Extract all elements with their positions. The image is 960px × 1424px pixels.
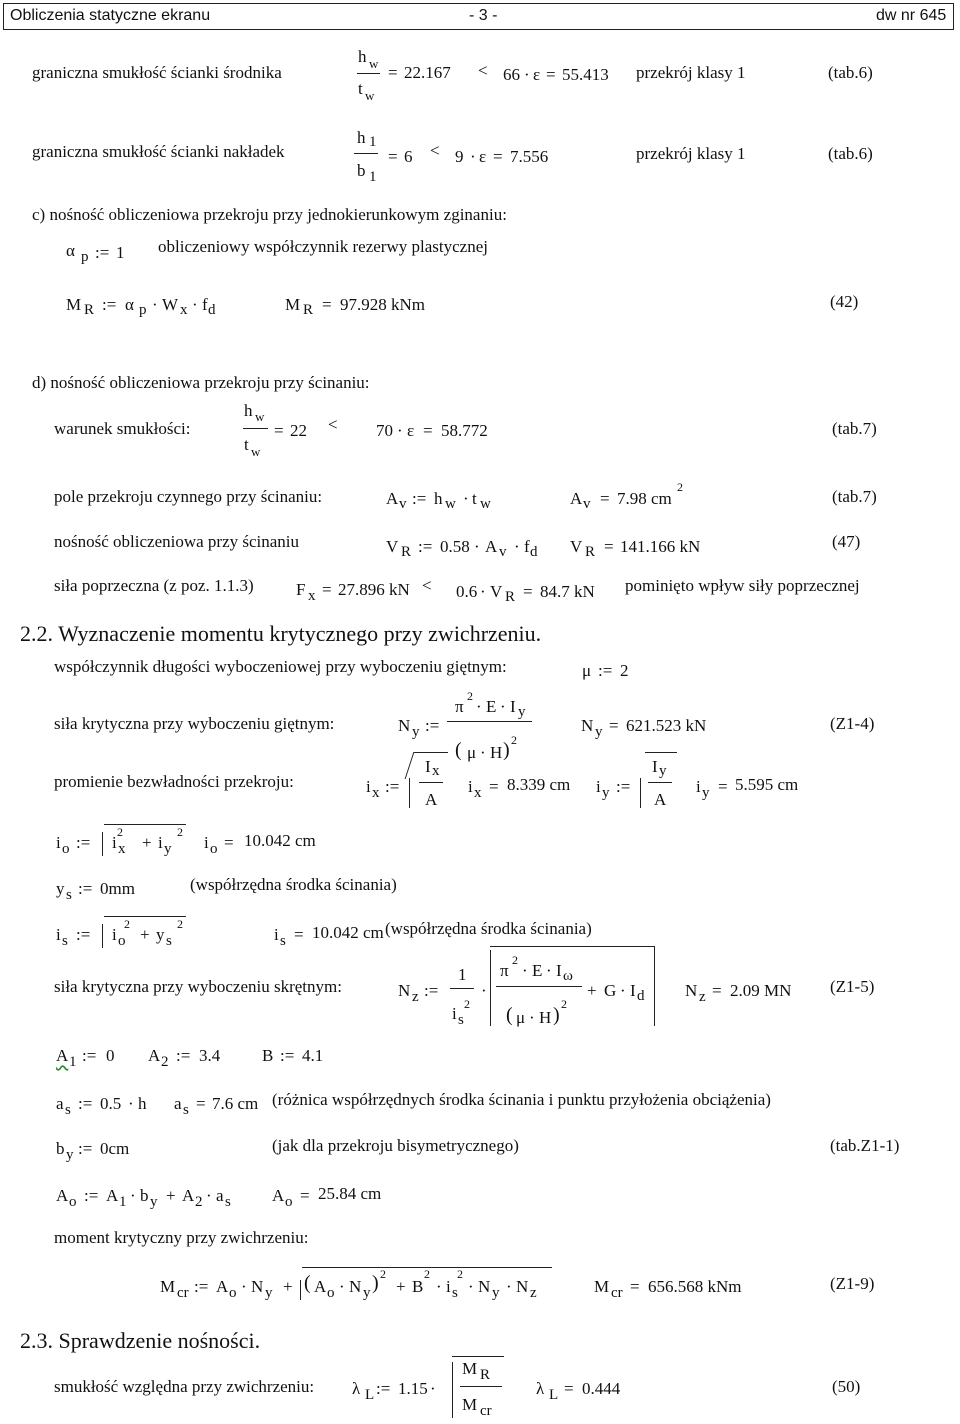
lambda-label: smukłość względna przy zwichrzeniu: <box>54 1377 315 1396</box>
mu-value: 2 <box>620 661 629 680</box>
fraction-bar <box>460 1386 502 1387</box>
sqrt-left <box>640 778 641 808</box>
Av-result: 7.98 cm <box>617 489 672 508</box>
header-title: Obliczenia statyczne ekranu <box>10 7 211 24</box>
shear-label: nośność obliczeniowa przy ścinaniu <box>54 532 300 551</box>
row-label: graniczna smukłość ścianki nakładek <box>32 142 285 161</box>
sqrt-top <box>645 752 677 753</box>
equation-reference: (50) <box>832 1377 861 1396</box>
ys-note: (współrzędna środka ścinania) <box>190 875 397 894</box>
table-reference: (tab.Z1-1) <box>830 1136 900 1155</box>
class-result: przekrój klasy 1 <box>636 63 746 82</box>
is-result: 10.042 cm <box>312 923 384 942</box>
by-note: (jak dla przekroju bisymetrycznego) <box>272 1136 519 1155</box>
sqrt-left <box>300 1280 301 1300</box>
Mcr-result: 656.568 kNm <box>648 1277 742 1296</box>
limit-value: 7.556 <box>510 147 549 166</box>
section-heading: d) nośność obliczeniowa przekroju przy ścinaniu: <box>32 373 370 392</box>
lambda-result: 0.444 <box>582 1379 621 1398</box>
is-note: (współrzędna środka ścinania) <box>385 919 592 938</box>
equation-reference: (Z1-9) <box>830 1274 875 1293</box>
fraction-bar <box>648 782 672 783</box>
fraction-bar <box>354 153 378 154</box>
Ny-result: 621.523 kN <box>626 716 707 735</box>
Nz-label: siła krytyczna przy wyboczeniu skrętnym: <box>54 977 342 996</box>
Fx-limit: 84.7 kN <box>540 582 595 601</box>
value: 22 <box>290 421 307 440</box>
class-result: przekrój klasy 1 <box>636 144 746 163</box>
section-heading: c) nośność obliczeniowa przekroju przy jednokierunkowym zginaniu: <box>32 205 507 224</box>
equation-reference: (Z1-4) <box>830 714 875 733</box>
section-heading: 2.2. Wyznaczenie momentu krytycznego przy zwichrzeniu. <box>20 621 542 646</box>
area-label: pole przekroju czynnego przy ścinaniu: <box>54 487 323 506</box>
iy-result: 5.595 cm <box>735 775 799 794</box>
force-note: pominięto wpływ siły poprzecznej <box>625 576 860 595</box>
document-number: dw nr 645 <box>876 7 947 24</box>
Fx-result: 27.896 kN <box>338 580 410 599</box>
page-header <box>3 3 954 30</box>
value: 6 <box>404 147 413 166</box>
page-number: - 3 - <box>469 7 498 24</box>
equation-reference: (42) <box>830 292 859 311</box>
section-heading: 2.3. Sprawdzenie nośności. <box>20 1328 261 1353</box>
radius-label: promienie bezwładności przekroju: <box>54 772 294 791</box>
Ny-label: siła krytyczna przy wyboczeniu giętnym: <box>54 714 335 733</box>
Mcr-label: moment krytyczny przy zwichrzeniu: <box>54 1228 309 1247</box>
limit-value: 58.772 <box>441 421 488 440</box>
as-note: (różnica współrzędnych środka ścinania i punktu przyłożenia obciążenia) <box>272 1090 771 1109</box>
sqrt-top <box>104 916 186 917</box>
Nz-result: 2.09 MN <box>730 981 792 1000</box>
value: 22.167 <box>404 63 451 82</box>
row-label: graniczna smukłość ścianki środnika <box>32 63 282 82</box>
B-value: 4.1 <box>302 1046 324 1065</box>
A1-symbol: A <box>56 1046 69 1065</box>
fraction-bar <box>447 721 532 722</box>
table-reference: (tab.7) <box>832 487 877 506</box>
sqrt-top <box>452 1356 504 1357</box>
force-label: siła poprzeczna (z poz. 1.1.3) <box>54 576 254 595</box>
sqrt-left <box>102 924 103 948</box>
table-reference: (tab.6) <box>828 144 873 163</box>
fraction-bar <box>496 986 582 987</box>
alpha-value: 1 <box>116 243 125 262</box>
equation-reference: (47) <box>832 532 861 551</box>
sqrt-left <box>490 950 491 1026</box>
A1-value: 0 <box>106 1046 115 1065</box>
as-result: 7.6 cm <box>212 1094 259 1113</box>
fraction-bar <box>450 988 474 989</box>
ix-result: 8.339 cm <box>507 775 571 794</box>
fraction-bar <box>419 782 443 783</box>
sqrt-left <box>452 1362 453 1418</box>
sqrt-top <box>490 946 654 947</box>
by-value: 0cm <box>100 1139 130 1158</box>
fraction-bar <box>357 73 380 74</box>
fraction-bar <box>243 428 268 429</box>
table-reference: (tab.6) <box>828 63 873 82</box>
limit-value: 55.413 <box>562 65 609 84</box>
sqrt-right <box>654 946 655 1026</box>
sqrt-left <box>102 832 103 856</box>
mu-label: współczynnik długości wyboczeniowej przy wyboczeniu giętnym: <box>54 657 507 676</box>
io-result: 10.042 cm <box>244 831 316 850</box>
sqrt-left <box>409 778 410 808</box>
Ao-result: 25.84 cm <box>318 1184 382 1203</box>
alpha-description: obliczeniowy współczynnik rezerwy plastycznej <box>158 237 488 256</box>
ys-value: 0mm <box>100 879 135 898</box>
equation-reference: (Z1-5) <box>830 977 875 996</box>
condition-label: warunek smukłości: <box>54 419 191 438</box>
sqrt-top <box>414 752 448 753</box>
var-h: h <box>358 47 367 66</box>
VR-result: 141.166 kN <box>620 537 701 556</box>
A2-value: 3.4 <box>199 1046 221 1065</box>
table-reference: (tab.7) <box>832 419 877 438</box>
MR-result: 97.928 kNm <box>340 295 425 314</box>
